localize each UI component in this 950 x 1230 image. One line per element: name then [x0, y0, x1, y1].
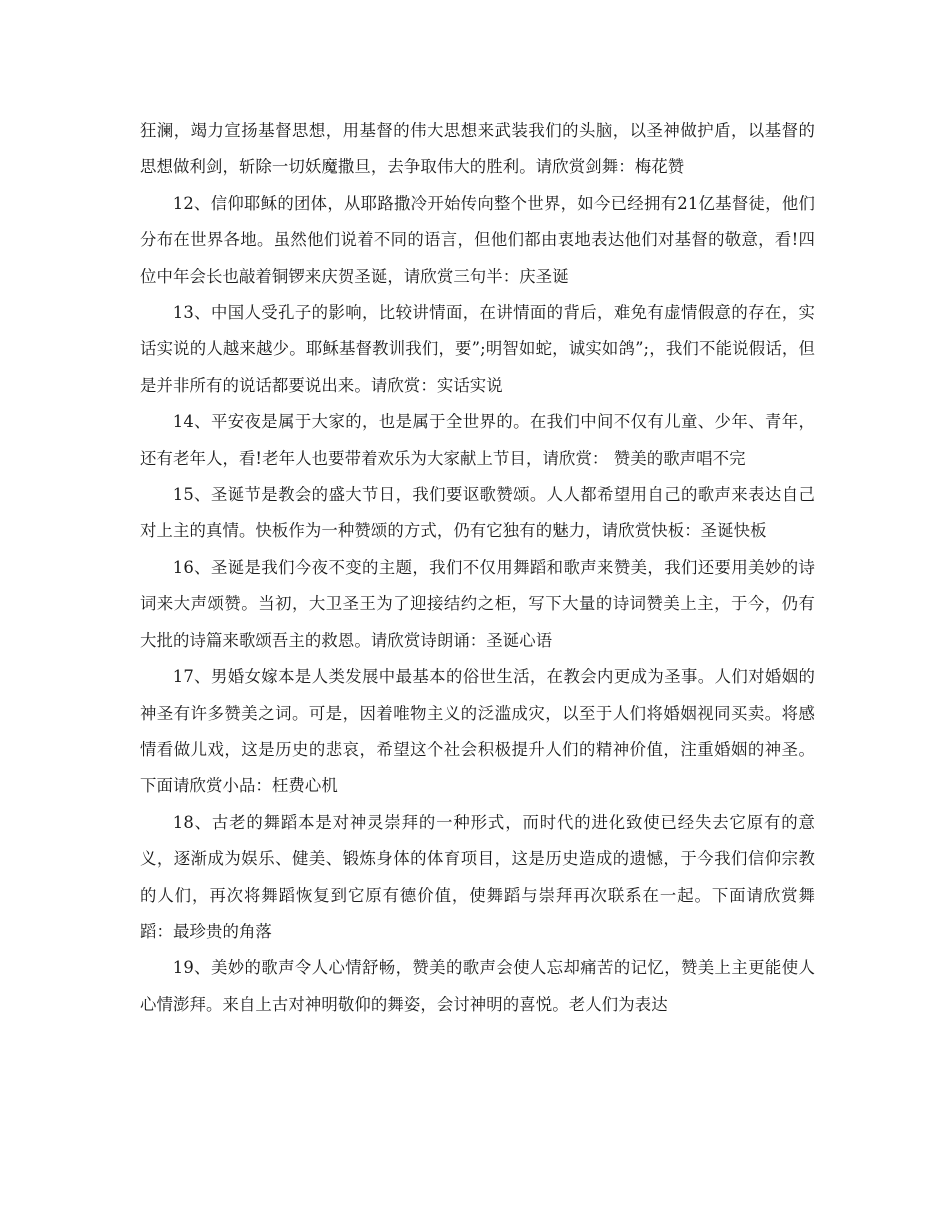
- paragraph-item-14: 14、平安夜是属于大家的，也是属于全世界的。在我们中间不仅有儿童、少年、青年，还有老年人，看!老年人也要带着欢乐为大家献上节目，请欣赏： 赞美的歌声唱不完: [140, 412, 815, 468]
- paragraph-item-12: 12、信仰耶稣的团体，从耶路撒冷开始传向整个世界，如今已经拥有21亿基督徒，他们分布在世界各地。虽然他们说着不同的语言，但他们都由衷地表达他们对基督的敬意，看!四位中年会长也敲着铜锣来庆贺圣诞，请欣赏三句半：庆圣诞: [140, 193, 815, 286]
- paragraph-item-15: 15、圣诞节是教会的盛大节日，我们要讴歌赞颂。人人都希望用自己的歌声来表达自己对上主的真情。快板作为一种赞颂的方式，仍有它独有的魅力，请欣赏快板：圣诞快板: [140, 485, 815, 541]
- document-body: [140, 113, 815, 1023]
- paragraph-item-13: 13、中国人受孔子的影响，比较讲情面，在讲情面的背后，难免有虚情假意的存在，实话实说的人越来越少。耶稣基督教训我们，要”;明智如蛇，诚实如鸽”;，我们不能说假话，但是并非所有的说话都要说出来。请欣赏：实话实说: [140, 303, 815, 395]
- paragraph-item-19: 19、美妙的歌声令人心情舒畅，赞美的歌声会使人忘却痛苦的记忆，赞美上主更能使人心情澎拜。来自上古对神明敬仰的舞姿，会讨神明的喜悦。老人们为表达: [140, 958, 815, 1014]
- paragraph-item-17: 17、男婚女嫁本是人类发展中最基本的俗世生活，在教会内更成为圣事。人们对婚姻的神圣有许多赞美之词。可是，因着唯物主义的泛滥成灾，以至于人们将婚姻视同买卖。将感情看做儿戏，这是历史的悲哀，希望这个社会积极提升人们的精神价值，注重婚姻的神圣。下面请欣赏小品：枉费心机: [140, 667, 815, 796]
- paragraph-item-18: 18、古老的舞蹈本是对神灵崇拜的一种形式，而时代的进化致使已经失去它原有的意义，逐渐成为娱乐、健美、锻炼身体的体育项目，这是历史造成的遗憾，于今我们信仰宗教的人们，再次将舞蹈恢复到它原有德价值，使舞蹈与崇拜再次联系在一起。下面请欣赏舞蹈：最珍贵的角落: [140, 812, 815, 941]
- paragraph-item-16: 16、圣诞是我们今夜不变的主题，我们不仅用舞蹈和歌声来赞美，我们还要用美妙的诗词来大声颂赞。当初，大卫圣王为了迎接结约之柜，写下大量的诗词赞美上主，于今，仍有大批的诗篇来歌颂吾主的救恩。请欣赏诗朗诵：圣诞心语: [140, 557, 815, 650]
- paragraph-continuation: 狂澜，竭力宣扬基督思想，用基督的伟大思想来武装我们的头脑，以圣神做护盾，以基督的思想做利剑，斩除一切妖魔撒旦，去争取伟大的胜利。请欣赏剑舞：梅花赞: [140, 121, 815, 177]
